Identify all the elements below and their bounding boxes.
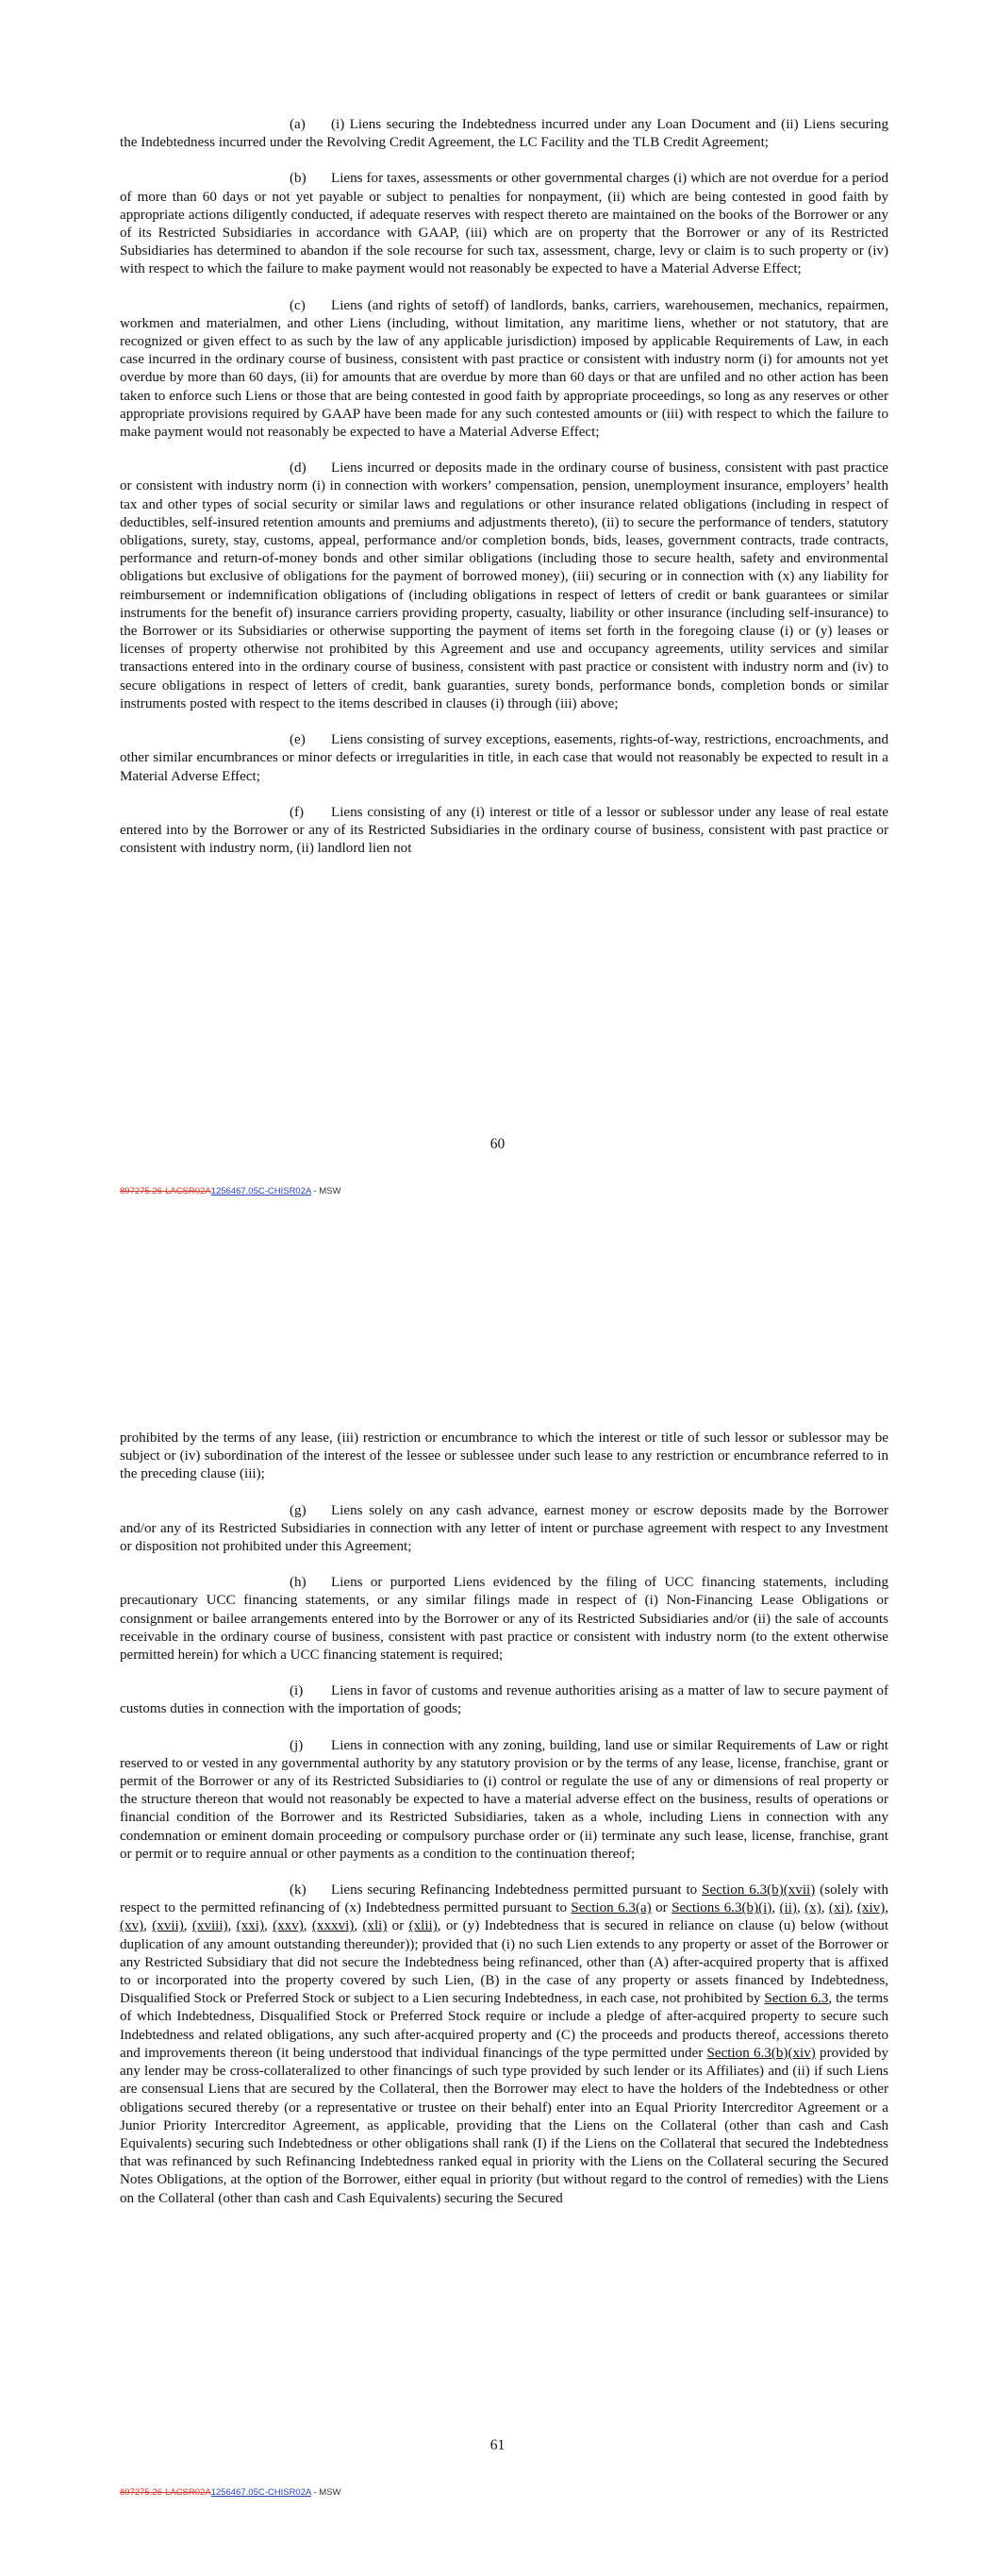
clause-text: Liens in connection with any zoning, building, land use or similar Requirements of Law or right reserved to or vested in any governmental authority by any statutory provision or by the terms of any lease, license, franchise, grant or permit of the Borrower or any of its Restricted Subsidiaries to (i) control or regulate the use of any or dimensions of real property or the structure thereon that would not reasonably be expected to have a material adverse effect on the business, results of operations or financial condition of the Borrower and its Restricted Subsidiaries, taken as a whole, including Liens in connection with any condemnation or eminent domain proceeding or compulsory purchase order or (ii) terminate any such lease, license, franchise, grant or permit or to require annual or other payments as a condition to the continuation thereof; [120,1737,888,1862]
footer-doc-id [120,2487,340,2498]
clause-text: Liens in favor of customs and revenue authorities arising as a matter of law to secure payment of customs duties in connection with the importation of goods; [120,1683,888,1717]
clause-paragraph [120,1502,888,1557]
clause-label: (c) [290,297,306,313]
clause-text: , or (y) Indebtedness that is secured in reliance on clause (u) below (without duplication of any amount outstanding thereunder)); provided that (i) no such Lien extends to any property or asset of the Borrower or any Restricted Subsidiary that did not secure the Indebtedness being refinanced, other than (A) after-acquired property that is affixed to or incorporated into the property covered by such Lien, (B) in the case of any property or assets financed by Indebtedness, Disqualified Stock or Preferred Stock or subject to a Lien securing Indebtedness, in each case, not prohibited by [120,1918,889,2007]
clause-paragraph [120,116,888,152]
clause-text: , [849,1900,857,1916]
clause-label: (k) [290,1882,307,1899]
clause-label: (i) [290,1683,304,1699]
clause-text: Liens incurred or deposits made in the ordinary course of business, consistent with past practice or consistent with industry norm (i) in connection with workers’ compensation, pension, unemployment insurance, employers’ health tax and other types of social security or similar laws and regulations or other insurance related obligations (including in respect of deductibles, self-insured retention amounts and premiums and adjustments thereto), (ii) to secure the performance of tenders, statutory obligations, surety, stay, customs, appeal, performance and/or completion bonds, bids, leases, government contracts, trade contracts, performance and return-of-money bonds and other similar obligations (including those to secure health, safety and environmental obligations but exclusive of obligations for the payment of borrowed money), (iii) securing or in connection with (x) any liability for reimbursement or indemnification obligations of (including obligations in respect of letters of credit or bank guarantees or similar instruments for the benefit of) insurance carriers providing property, casualty, liability or other insurance (including self-insurance) to the Borrower or its Subsidiaries or otherwise supporting the payment of items set forth in the foregoing clause (i) or (y) leases or licenses of property otherwise not prohibited by this Agreement and use and occupancy agreements, utility services and similar transactions entered into in the ordinary course of business, consistent with past practice or consistent with industry norm and (iv) to secure obligations in respect of letters of credit, bank guaranties, surety bonds, performance bonds, completion bonds or similar instruments posted with respect to the items described in clauses (i) through (iii) above; [120,460,888,711]
section-reference: (xiv) [856,1900,886,1916]
clause-text: , [183,1918,192,1934]
clause-label: (a) [290,117,306,132]
clause-text: Liens consisting of survey exceptions, easements, rights-of-way, restrictions, encroachments, and other similar encumbrances or minor defects or irregularities in title, in each case that would not reasonably be expected to result in a Material Adverse Effect; [120,732,888,784]
clause-text: , [227,1918,237,1934]
clause-paragraph [120,170,888,278]
section-reference: (xvii) [152,1918,184,1934]
clause-paragraph-k [120,1882,888,2208]
section-reference: (xxi) [236,1918,265,1934]
clause-label: (e) [290,732,306,748]
clause-paragraph [120,1737,888,1864]
clause-paragraph [120,804,888,859]
footer-inserted-id: 1256467.05C-CHISR02A [210,2487,311,2498]
clause-text: , the terms of which Indebtedness, Disqualified Stock or Preferred Stock require or include a pledge of after-acquired property to secure such Indebtedness and related obligations, any such after-acquired property and (C) the proceeds and products thereof, accessions thereto and improvements thereon (it being understood that individual financings of the type permitted under [120,1991,888,2061]
footer-suffix: - MSW [310,2487,341,2498]
clause-paragraph [120,460,888,713]
clause-label: (g) [290,1502,307,1518]
clause-text: or [387,1918,409,1934]
clause-text: , [771,1900,780,1916]
section-reference: (x) [804,1900,821,1916]
clause-label: (j) [290,1737,304,1753]
footer-inserted-id: 1256467.05C-CHISR02A [210,1186,311,1196]
footer-doc-id [120,1186,340,1196]
footer-suffix: - MSW [310,1186,341,1196]
clause-text: (i) Liens securing the Indebtedness incurred under any Loan Document and (ii) Liens securing the Indebtedness incurred under the Revolving Credit Agreement, the LC Facility and the TLB Credit Agreement; [120,117,888,151]
clause-label: (f) [290,804,305,820]
page-number: 61 [489,2437,506,2453]
clause-text: or [651,1900,672,1916]
footer-deleted-id: 897275.26-LACSR02A [120,2487,211,2498]
section-reference: (xlii) [408,1918,438,1934]
clause-text: Liens for taxes, assessments or other governmental charges (i) which are not overdue for a period of more than 60 days or not yet payable or subject to penalties for nonpayment, (ii) which are being contested in good faith by appropriate actions diligently conducted, if adequate reserves with respect thereto are maintained on the books of the Borrower or any of its Restricted Subsidiaries in accordance with GAAP, (iii) which are on property that the Borrower or any of its Restricted Subsidiaries has determined to abandon if the sole recourse for such tax, assessment, charge, levy or claim is to such property or (iv) with respect to which the failure to make payment would not reasonably be expected to have a Material Adverse Effect; [120,171,888,277]
section-reference: (xli) [362,1918,388,1934]
page-number: 60 [489,1136,506,1152]
clause-text: , [143,1918,153,1934]
clause-label: (d) [290,460,307,477]
section-reference: (xxxvi) [311,1918,355,1934]
continuation-paragraph: prohibited by the terms of any lease, (iii) restriction or encumbrance to which the interest or title of such lessor or sublessor may be subject or (iv) subordination of the interest of the lessee or sublessee under such lease to any restriction or encumbrance referred to in the preceding clause (iii); [120,1430,888,1482]
section-reference: (xi) [828,1900,850,1916]
page-60-body [120,116,888,876]
section-reference: (ii) [779,1900,797,1916]
clause-paragraph [120,297,888,443]
clause-text: , [821,1900,829,1916]
clause-text: Liens (and rights of setoff) of landlords, banks, carriers, warehousemen, mechanics, repairmen, workmen and materialmen, and other Liens (including, without limitation, any maritime liens, whether or not statutory, that are recognized or given effect to as such by the law of any applicable jurisdiction) imposed by applicable Requirements of Law, in each case incurred in the ordinary course of business, consistent with past practice or consistent with industry norm (i) for amounts not yet overdue by more than 60 days, (ii) for amounts that are overdue by more than 60 days or that are unfiled and no other action has been taken to enforce such Liens or those that are being contested in good faith by appropriate proceedings, so long as any reserves or other appropriate provisions required by GAAP have been made for any such contested amounts or (iii) with respect to which the failure to make payment would not reasonably be expected to have a Material Adverse Effect; [120,297,888,441]
page-61 [0,1288,995,2576]
page-61-body [120,1430,888,2226]
clause-paragraph [120,1574,888,1664]
clause-text: , [264,1918,274,1934]
clause-label: (h) [290,1575,307,1591]
section-reference: Section 6.3(b)(xiv) [706,2045,816,2061]
clause-text: , [796,1900,805,1916]
clause-label: (b) [290,171,307,187]
section-reference: Sections 6.3(b)(i) [672,1900,772,1916]
clause-paragraph [120,1682,888,1718]
clause-text: Liens solely on any cash advance, earnest money or escrow deposits made by the Borrower and/or any of its Restricted Subsidiaries in connection with any letter of intent or purchase agreement with respect to any Investment or disposition not prohibited under this Agreement; [120,1502,888,1555]
section-reference: Section 6.3(b)(xvii) [702,1882,816,1899]
clause-text: Liens or purported Liens evidenced by the filing of UCC financing statements, including precautionary UCC financing statements, or any similar filings made in respect of (i) Non-Financing Lease Obligations or consignment or bailee arrangements entered into by the Borrower or any of its Restricted Subsidiaries and/or (ii) the sale of accounts receivable in the ordinary course of business, consistent with past practice or consistent with industry norm (to the extent otherwise permitted herein) for which a UCC financing statement is required; [120,1575,888,1664]
section-reference: (xv) [120,1918,144,1934]
clause-text: Liens consisting of any (i) interest or title of a lessor or sublessor under any lease of real estate entered into by the Borrower or any of its Restricted Subsidiaries in the ordinary course of business, consistent with past practice or consistent with industry norm, (ii) landlord lien not [120,804,888,857]
clause-text: , [303,1918,312,1934]
clause-text: provided by any lender may be cross-collateralized to other financings of such type provided by such lender or its Affiliates) and (ii) if such Liens are consensual Liens that are secured by the Collateral, then the Borrower may elect to have the holders of the Indebtedness or other obligations secured thereby (or a representative or trustee on their behalf) enter into an Equal Priority Intercreditor Agreement or a Junior Priority Intercreditor Agreement, as applicable, providing that the Liens on the Collateral (other than cash and Cash Equivalents) securing such Indebtedness or other obligations shall rank (I) if the Liens on the Collateral that secured the Indebtedness that was refinanced by such Refinancing Indebtedness ranked equal in priority with the Liens on the Collateral securing the Secured Notes Obligations, at the option of the Borrower, either equal in priority (but without regard to the control of remedies) with the Liens on the Collateral (other than cash and Cash Equivalents) securing the Secured [120,2045,888,2206]
footer-deleted-id: 897275.26-LACSR02A [120,1186,211,1196]
clause-text: (solely with respect to the permitted refinancing of (x) Indebtedness permitted pursuant to [120,1882,888,1916]
clause-paragraph [120,731,888,786]
section-reference: (xxv) [273,1918,304,1934]
section-reference: (xviii) [191,1918,228,1934]
section-reference: Section 6.3(a) [571,1900,652,1916]
clause-text: , [885,1900,889,1916]
clause-text: Liens securing Refinancing Indebtedness permitted pursuant to [331,1882,703,1899]
clause-text: , [354,1918,363,1934]
section-reference: Section 6.3 [764,1991,829,2007]
